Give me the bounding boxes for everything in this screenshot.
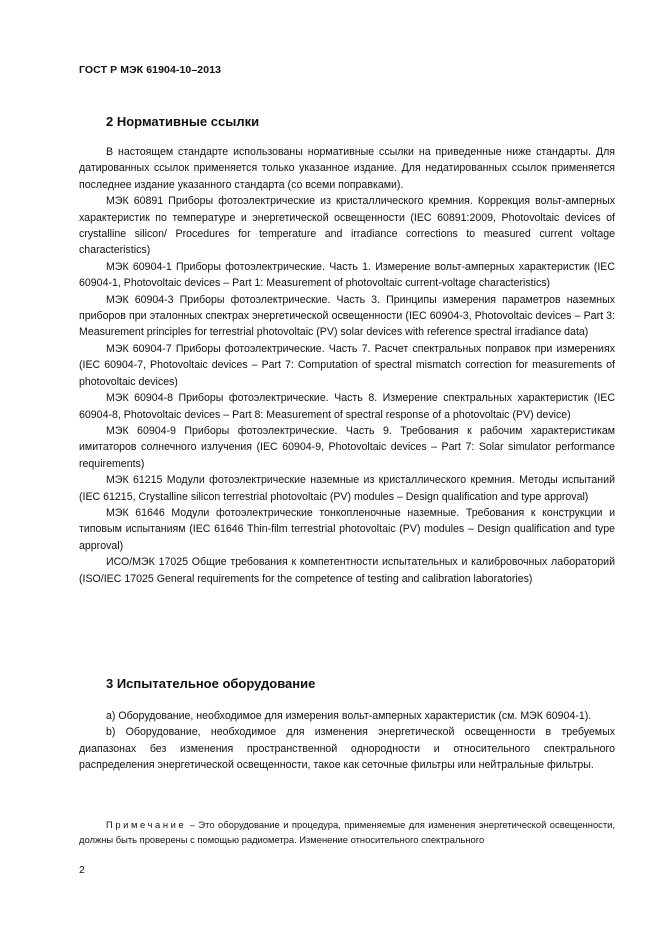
reference-iec-60891: МЭК 60891 Приборы фотоэлектрические из кристаллического кремния. Коррекция вольт-амперных характеристик по температуре и энергетической освещенности (IEC 60891:2009, Photovoltaic devices of crystalline silicon/ Procedures for temperature and irradiance corrections to measured current voltage characteristics) xyxy=(79,195,615,257)
equipment-item-b: b) Оборудование, необходимое для изменения энергетической освещенности в требуемых диапазонах без изменения пространственной однородности и относительного спектрального распределения энергетической освещенности, такое как сеточные фильтры или нейтральные фильтры. xyxy=(79,726,615,772)
section-2-title: 2 Нормативные ссылки xyxy=(106,114,260,129)
reference-iso-iec-17025: ИСО/МЭК 17025 Общие требования к компетентности испытательных и калибровочных лабораторий (ISO/IEC 17025 General requirements for the competence of testing and calibration laboratories) xyxy=(79,556,615,585)
reference-iec-60904-8: МЭК 60904-8 Приборы фотоэлектрические. Часть 8. Измерение спектральных характеристик (IEC 60904-8, Photovoltaic devices – Part 8: Measurement of spectral response of a photovoltaic (PV) device) xyxy=(79,392,615,421)
reference-iec-60904-1: МЭК 60904-1 Приборы фотоэлектрические. Часть 1. Измерение вольт-амперных характеристик (IEC 60904-1, Photovoltaic devices – Part 1: Measurement of photovoltaic current-voltage characteristics) xyxy=(79,260,615,290)
section-2-body xyxy=(79,144,615,587)
reference-iec-61646: МЭК 61646 Модули фотоэлектрические тонкопленочные наземные. Требования к конструкции и типовым испытаниям (IEC 61646 Thin-film terrestrial photovoltaic (PV) modules – Design qualification and type approval) xyxy=(79,506,615,552)
reference-iec-61215: МЭК 61215 Модули фотоэлектрические наземные из кристаллического кремния. Методы испытаний (IEC 61215, Crystalline silicon terrestrial photovoltaic (PV) modules – Design qualification and type approval) xyxy=(79,474,615,503)
equipment-item-a: а) Оборудование, необходимое для измерения вольт-амперных характеристик (см. МЭК 60904-1). xyxy=(106,710,592,722)
note-label: Примечание xyxy=(106,819,187,830)
note-paragraph xyxy=(79,817,615,848)
note-block xyxy=(79,817,615,848)
normative-intro-paragraph: В настоящем стандарте использованы нормативные ссылки на приведенные ниже стандарты. Для датированных ссылок применяется только указанное издание. Для недатированных ссылок применяется последнее издание указанного стандарта (со всеми поправками). xyxy=(79,146,615,191)
reference-iec-60904-9: МЭК 60904-9 Приборы фотоэлектрические. Часть 9. Требования к рабочим характеристикам имитаторов солнечного излучения (IEC 60904-9, Photovoltaic devices – Part 7: Solar simulator performance requirements) xyxy=(79,424,615,470)
section-3-title: 3 Испытательное оборудование xyxy=(106,676,316,691)
section-3-body xyxy=(79,708,615,774)
reference-iec-60904-3: МЭК 60904-3 Приборы фотоэлектрические. Часть 3. Принципы измерения параметров наземных приборов при эталонных спектрах энергетической освещенности (IEC 60904-3, Photovoltaic devices – Part 3: Measurement principles for terrestrial photovoltaic (PV) solar devices with reference spectral irradiance data) xyxy=(79,293,615,339)
reference-iec-60904-7: МЭК 60904-7 Приборы фотоэлектрические. Часть 7. Расчет спектральных поправок при измерениях (IEC 60904-7, Photovoltaic devices – Part 7: Computation of spectral mismatch correction for measurements of photovoltaic devices) xyxy=(79,342,615,388)
page-number: 2 xyxy=(79,864,85,876)
note-text: – Это оборудование и процедура, применяемые для изменения энергетической освещенности, должны быть проверены с помощью радиометра. Изменение относительного спектрального xyxy=(79,819,615,846)
standard-code-header: ГОСТ Р МЭК 61904-10–2013 xyxy=(79,64,222,76)
